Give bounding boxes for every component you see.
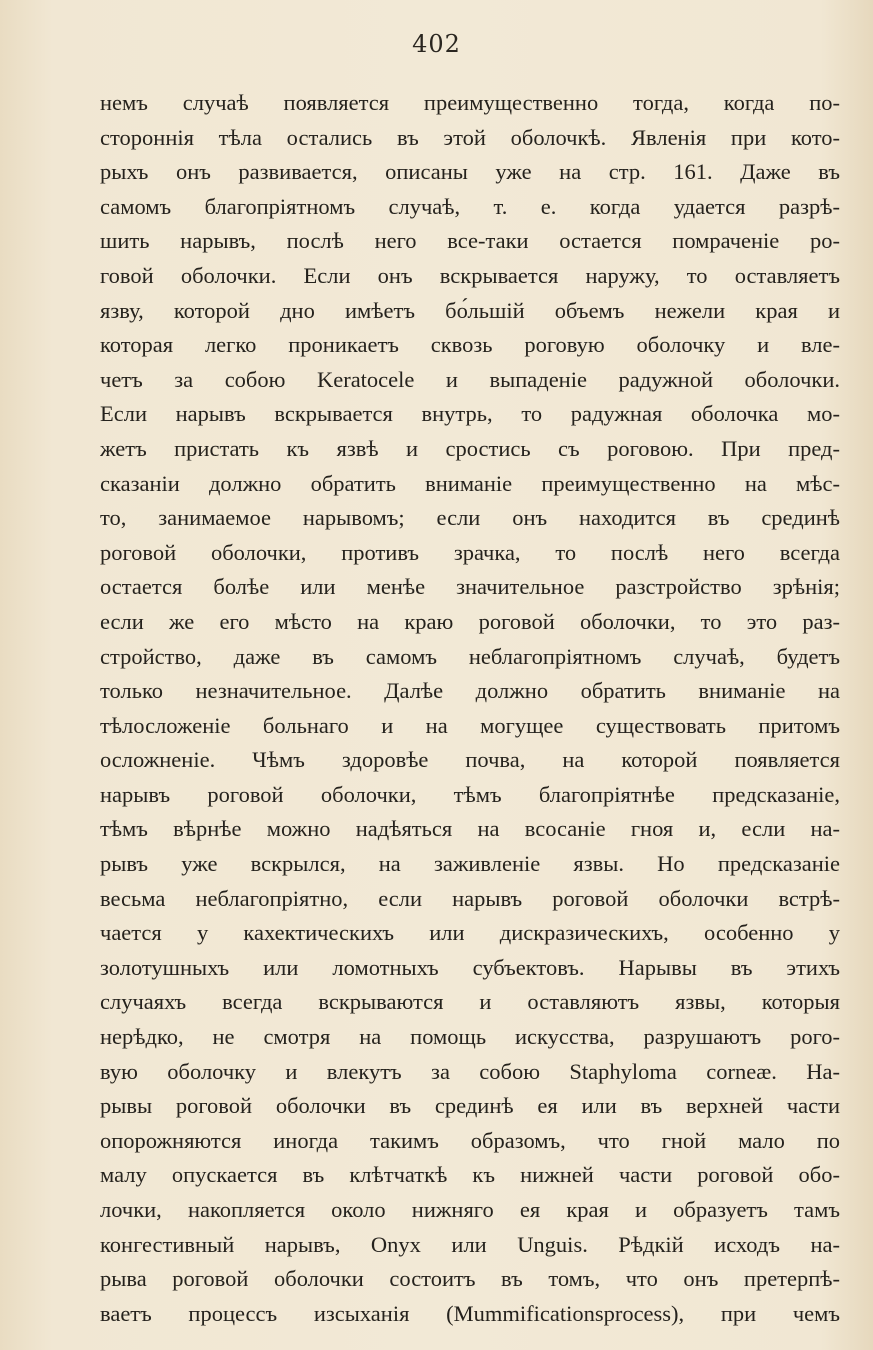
text-line: нерѣдко, не смотря на помощь искусства, разрушаютъ рого- <box>100 1024 840 1050</box>
text-line: чается у кахектическихъ или дискразическихъ, особенно у <box>100 920 840 946</box>
text-line: вую оболочку и влекутъ за собою Staphyloma corneæ. На- <box>100 1058 840 1084</box>
text-line: которая легко проникаетъ сквозь роговую оболочку и вле- <box>100 332 840 358</box>
text-line: самомъ благопріятномъ случаѣ, т. е. когда удается разрѣ- <box>100 193 840 219</box>
text-line: роговой оболочки, противъ зрачка, то послѣ него всегда <box>100 539 840 565</box>
text-line: лочки, накопляется около нижняго ея края и образуетъ тамъ <box>100 1197 840 1222</box>
text-line: шить нарывъ, послѣ него все-таки остается помраченіе ро- <box>100 228 840 254</box>
text-line: рывы роговой оболочки въ срединѣ ея или въ верхней части <box>100 1093 840 1119</box>
text-line: сказаніи должно обратить вниманіе преимущественно на мѣс- <box>100 470 840 496</box>
text-line: нарывъ роговой оболочки, тѣмъ благопріятнѣе предсказаніе, <box>100 781 840 807</box>
text-line: жетъ пристать къ язвѣ и сростись съ роговою. При пред- <box>100 435 840 461</box>
page-number: 402 <box>412 30 461 58</box>
text-line: остается болѣе или менѣе значительное разстройство зрѣнія; <box>100 574 840 600</box>
text-line: стройство, даже въ самомъ неблагопріятномъ случаѣ, будетъ <box>100 643 840 669</box>
text-line: Если нарывъ вскрывается внутрь, то радужная оболочка мо- <box>100 401 840 427</box>
text-line: рыва роговой оболочки состоитъ въ томъ, что онъ претерпѣ- <box>100 1266 840 1292</box>
text-line: стороннія тѣла остались въ этой оболочкѣ. Явленія при кото- <box>100 124 840 150</box>
text-line: конгестивный нарывъ, Onyx или Unguis. Рѣдкій исходъ на- <box>100 1231 840 1257</box>
text-line: тѣлосложеніе больнаго и на могущее существовать притомъ <box>100 712 840 738</box>
text-line: золотушныхъ или ломотныхъ субъектовъ. Нарывы въ этихъ <box>100 954 840 980</box>
text-line: если же его мѣсто на краю роговой оболочки, то это раз- <box>100 608 840 634</box>
text-line: опорожняются иногда такимъ образомъ, что гной мало по <box>100 1127 840 1153</box>
text-line: то, занимаемое нарывомъ; если онъ находится въ срединѣ <box>100 505 840 531</box>
text-line: осложненіе. Чѣмъ здоровѣе почва, на которой появляется <box>100 747 840 773</box>
text-line: рыхъ онъ развивается, описаны уже на стр. 161. Даже въ <box>100 159 840 185</box>
text-line: четъ за собою Keratocele и выпаденіе радужной оболочки. <box>100 366 840 392</box>
text-line: ваетъ процессъ изсыханія (Mummificationsprocess), при чемъ <box>100 1300 840 1326</box>
text-line: немъ случаѣ появляется преимущественно тогда, когда по- <box>100 90 840 115</box>
text-line: тѣмъ вѣрнѣе можно надѣяться на всосаніе гноя и, если на- <box>100 816 840 842</box>
text-line: весьма неблагопріятно, если нарывъ роговой оболочки встрѣ- <box>100 885 840 911</box>
body-text <box>100 86 840 1331</box>
text-line: малу опускается въ клѣтчаткѣ къ нижней части роговой обо- <box>100 1162 840 1188</box>
text-line: только незначительное. Далѣе должно обратить вниманіе на <box>100 678 840 704</box>
text-line: рывъ уже вскрылся, на заживленіе язвы. Но предсказаніе <box>100 851 840 877</box>
text-line: язву, которой дно имѣетъ бо́льшій объемъ нежели края и <box>100 297 840 323</box>
text-line: случаяхъ всегда вскрываются и оставляютъ язвы, которыя <box>100 989 840 1015</box>
text-line: говой оболочки. Если онъ вскрывается наружу, то оставляетъ <box>100 262 840 288</box>
